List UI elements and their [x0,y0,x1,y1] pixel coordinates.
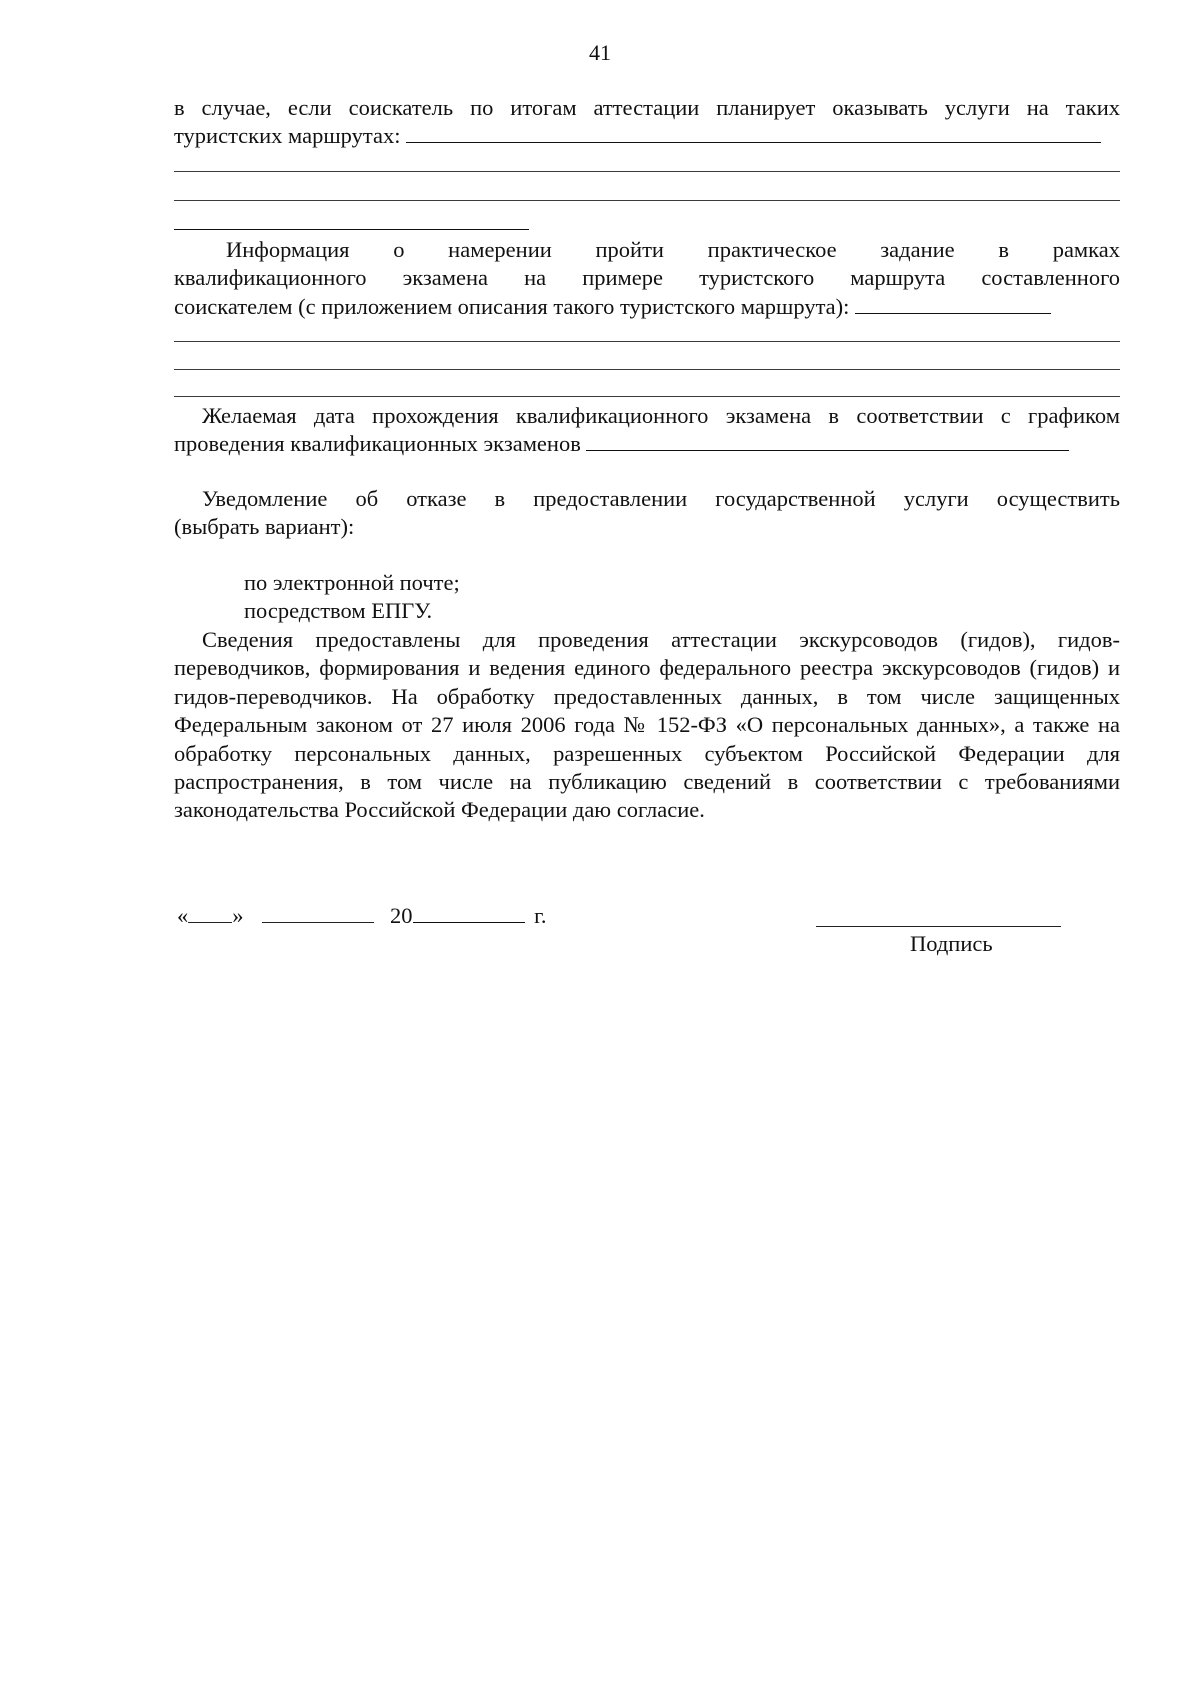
routes-blank-line-3[interactable] [174,229,529,230]
date-input-line[interactable] [586,432,1069,451]
practical-blank-line-2[interactable] [174,369,1120,370]
notice-option-email[interactable]: по электронной почте; [244,570,460,595]
year-prefix: 20 [390,903,413,928]
practical-label: соискателем (с приложением описания такого туристского маршрута): [174,293,850,319]
date-line-1: Желаемая дата прохождения квалификационного экзамена в соответствии с графиком [202,403,1120,428]
notice-line-2: (выбрать вариант): [174,514,355,540]
routes-label: туристских маршрутах: [174,123,401,149]
signature-label: Подпись [910,931,993,956]
routes-blank-line-2[interactable] [174,200,1120,201]
routes-line-1: в случае, если соискатель по итогам аттестации планирует оказывать услуги на таких [174,95,1120,120]
signature-line[interactable] [816,926,1061,927]
date-year-field [390,903,546,929]
year-blank[interactable] [413,904,525,923]
practical-line-2: квалификационного экзамена на примере туристского маршрута составленного [174,265,1120,291]
practical-input-line[interactable] [855,295,1051,314]
practical-line-3 [174,293,1120,321]
notice-section [174,485,1120,542]
quote-open: « [177,903,189,928]
routes-blank-line-1[interactable] [174,171,1120,172]
practical-blank-line-1[interactable] [174,341,1120,342]
practical-line-1: Информация о намерении пройти практическое задание в рамках [226,237,1120,262]
consent-paragraph: Сведения предоставлены для проведения аттестации экскурсоводов (гидов), гидов-переводчиков, формирования и ведения единого федерального реестра экскурсоводов (гидов) и гидов-переводчиков. На обработку предоставленных данных, в том числе защищенных Федеральным законом от 27 июля 2006 года № 152-ФЗ «О персональных данных», а также на обработку персональных данных, разрешенных субъектом Российской Федерации для распространения, в том числе на публикацию сведений в соответствии с требованиями законодательства Российской Федерации даю согласие. [174,627,1120,823]
date-day-field [177,903,244,929]
date-month-field [262,903,374,929]
practical-section [174,236,1120,321]
quote-close: » [232,903,244,928]
notice-options [244,569,844,626]
date-line-2 [174,430,1120,458]
notice-line-1: Уведомление об отказе в предоставлении государственной услуги осуществить [202,486,1120,511]
day-blank[interactable] [188,904,232,923]
year-suffix: г. [534,903,547,928]
date-label: проведения квалификационных экзаменов [174,431,581,457]
practical-blank-line-3[interactable] [174,396,1120,397]
date-section [174,402,1120,459]
routes-line-2 [174,122,1120,150]
routes-input-line[interactable] [406,124,1101,143]
page-number: 41 [589,40,611,65]
notice-option-epgu[interactable]: посредством ЕПГУ. [244,598,433,624]
month-blank[interactable] [262,904,374,923]
routes-section [174,94,1120,151]
